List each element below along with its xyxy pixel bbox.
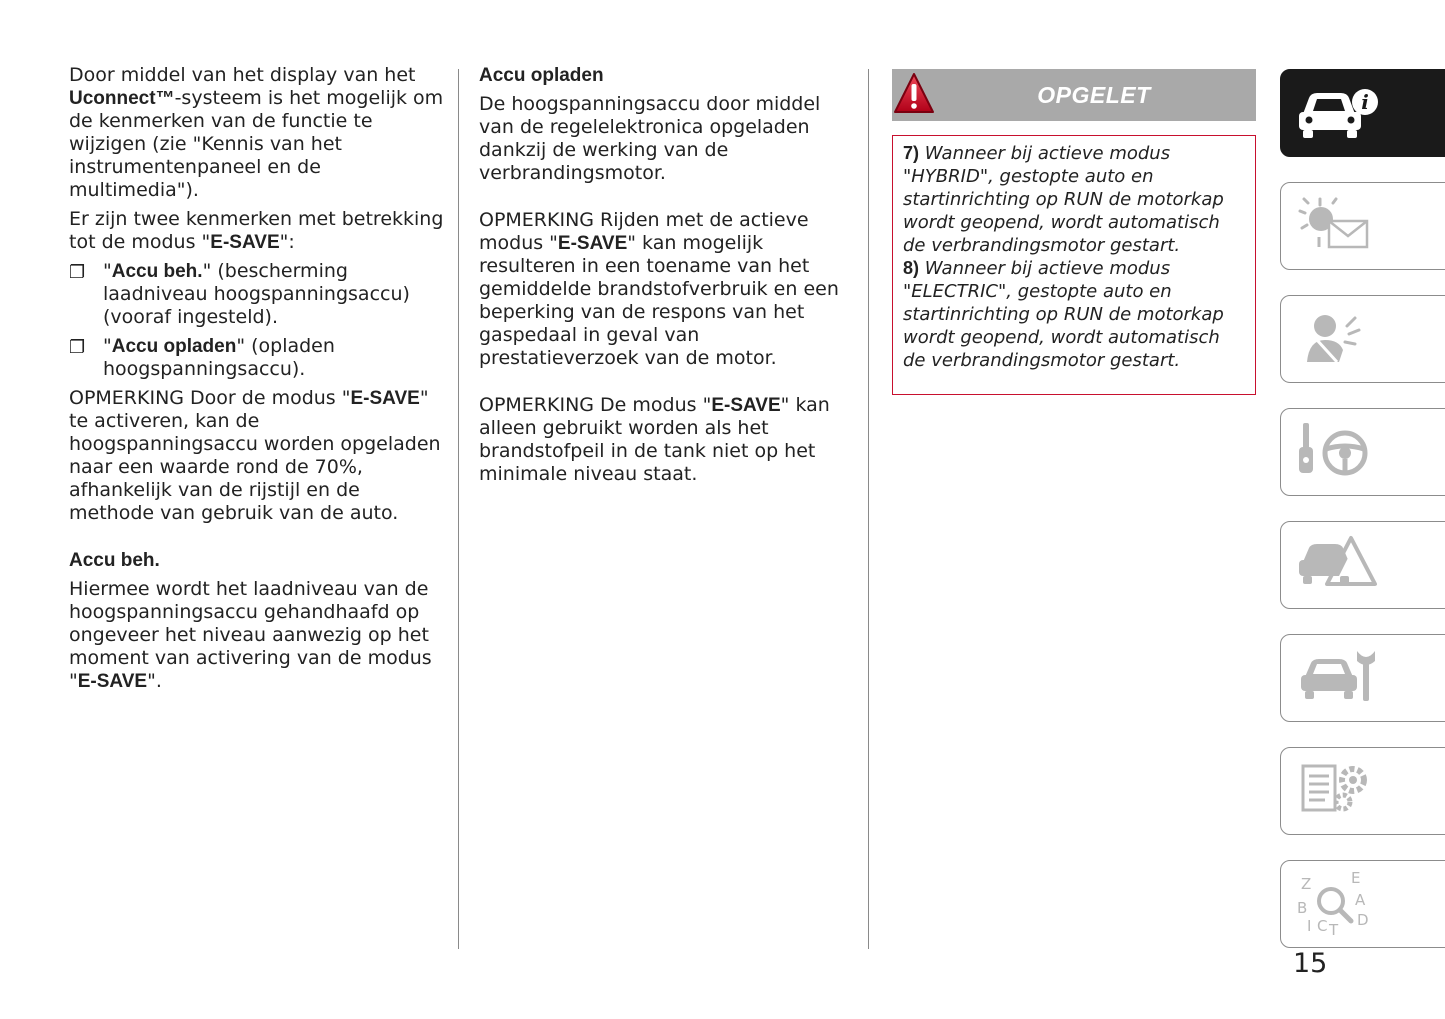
airbag-safety-icon (1295, 304, 1385, 368)
text-column-2 (479, 64, 854, 492)
warning-content (892, 135, 1256, 395)
tab-car-info[interactable] (1280, 69, 1445, 157)
index-letter: I (1307, 917, 1312, 935)
index-letter: C (1317, 917, 1328, 935)
tab-warning-lights[interactable] (1280, 182, 1445, 270)
column-divider (868, 69, 869, 949)
tab-maintenance[interactable] (1280, 634, 1445, 722)
text-column-1 (69, 64, 444, 699)
column-divider (458, 69, 459, 949)
note-paragraph: OPMERKING De modus "E-SAVE" kan alleen gebruikt worden als het brandstofpeil in de tank niet op het minimale niveau staat. (479, 394, 830, 485)
intro-paragraph: Door middel van het display van het Uconnect™-systeem is het mogelijk om de kenmerken van de functie te wijzigen (zie "Kennis van het instrumentenpaneel en de multimedia"). (69, 64, 444, 201)
index-letter: Z (1301, 875, 1312, 893)
warning-header (892, 69, 1256, 121)
note-paragraph: OPMERKING Rijden met de actieve modus "E-SAVE" kan mogelijk resulteren in een toename van het gemiddelde brandstofverbruik en een beperking van de respons van het gaspedaal in geval van prestatieverzoek van de motor. (479, 209, 839, 369)
tab-safety[interactable] (1280, 295, 1445, 383)
warning-box (892, 69, 1256, 395)
note-paragraph: OPMERKING Door de modus "E-SAVE" te activeren, kan de hoogspanningsaccu worden opgeladen naar een waarde rond de 70%, afhankelijk van de rijstijl en de methode van gebruik van de auto. (69, 387, 441, 524)
section-heading-accu-opladen: Accu opladen (479, 65, 604, 86)
list-item: ❐ "Accu beh." (bescherming laadniveau hoogspanningsaccu) (vooraf ingesteld). (69, 260, 410, 328)
tab-starting-driving[interactable] (1280, 408, 1445, 496)
accu-opladen-paragraph: De hoogspanningsaccu door middel van de regelelektronica opgeladen dankzij de werking van de verbrandingsmotor. (479, 93, 821, 184)
key-steering-wheel-icon (1295, 417, 1385, 481)
list-item: ❐ "Accu opladen" (opladen hoogspanningsaccu). (69, 335, 335, 380)
car-emergency-triangle-icon (1295, 530, 1385, 594)
index-letter: B (1297, 899, 1308, 917)
two-features-paragraph: Er zijn twee kenmerken met betrekking tot de modus "E-SAVE": (69, 208, 444, 253)
car-info-icon (1295, 78, 1385, 142)
index-letter: T (1329, 921, 1339, 939)
warning-title: OPGELET (1037, 82, 1151, 108)
index-letter: D (1357, 911, 1369, 929)
warning-item: 7) Wanneer bij actieve modus "HYBRID", gestopte auto en startinrichting op RUN de motorkap wordt geopend, wordt automatisch de verbrandingsmotor gestart. (903, 143, 1224, 256)
page-number: 15 (1293, 948, 1328, 979)
svg-text:i: i (1361, 90, 1369, 114)
alphabetical-index-icon (1295, 869, 1385, 939)
tab-emergency[interactable] (1280, 521, 1445, 609)
warning-light-message-icon (1295, 191, 1385, 255)
index-letter: E (1351, 869, 1361, 887)
checkbox-bullet-icon: ❐ (69, 262, 86, 283)
section-heading-accu-beh: Accu beh. (69, 550, 160, 571)
checkbox-bullet-icon: ❐ (69, 337, 86, 358)
index-letter: A (1355, 891, 1366, 909)
tab-index[interactable] (1280, 860, 1445, 948)
warning-item: 8) Wanneer bij actieve modus "ELECTRIC", gestopte auto en startinrichting op RUN de motorkap wordt geopend, wordt automatisch de verbrandingsmotor gestart. (903, 258, 1224, 371)
accu-beh-paragraph: Hiermee wordt het laadniveau van de hoogspanningsaccu gehandhaafd op ongeveer het niveau aanwezig op het moment van activering van de modus "E-SAVE". (69, 578, 432, 692)
car-wrench-icon (1295, 643, 1385, 707)
tab-technical-data[interactable] (1280, 747, 1445, 835)
specs-gear-icon (1295, 756, 1385, 820)
